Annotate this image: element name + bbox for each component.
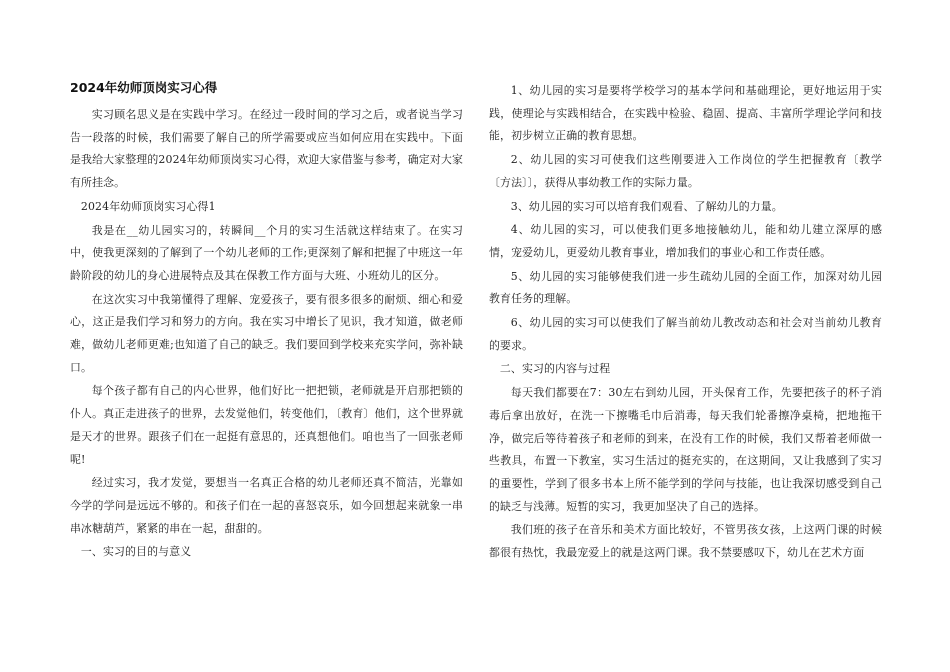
body-paragraph: 2、幼儿园的实习可使我们这些刚要进入工作岗位的学生把握教育〔教学〔方法〕〕，获得从事幼教工作的实际力量。 — [489, 153, 882, 189]
body-paragraph: 6、幼儿园的实习可以使我们了解当前幼儿教改动态和社会对当前幼儿教育的要求。 — [489, 316, 882, 352]
body-paragraph: 1、幼儿园的实习是要将学校学习的基本学问和基础理论，更好地运用于实践，使理论与实践相结合，在实践中检验、稳固、提高、丰富所学理论学问和技能，初步树立正确的教育思想。 — [489, 84, 882, 143]
body-paragraph: 我是在__幼儿园实习的，转瞬间__个月的实习生活就这样结束了。在实习中，使我更深刻的了解到了一个幼儿老师的工作;更深刻了解和把握了中班这一年龄阶段的幼儿的身心进展特点及其在保教工作方面与大班、小班幼儿的区分。 — [70, 223, 463, 282]
document-title: 2024年幼师顶岗实习心得 — [70, 80, 218, 95]
body-paragraph: 我们班的孩子在音乐和美术方面比较好，不管男孩女孩，上这两门课的时候都很有热忱，我最宠爱上的就是这两门课。我不禁要感叹下，幼儿在艺术方面 — [489, 523, 882, 560]
left-column — [70, 80, 463, 565]
body-paragraph: 3、幼儿园的实习可以培育我们观看、了解幼儿的力量。 — [510, 199, 783, 213]
body-paragraph: 每个孩子都有自己的内心世界，他们好比一把把锁，老师就是开启那把锁的仆人。真正走进孩子的世界，去发觉他们，转变他们，〔教育〕他们，这个世界就是天才的世界。跟孩子们在一起挺有意思的，还真想他们。咱也当了一回张老师呢! — [70, 384, 463, 466]
body-paragraph: 每天我们都要在7：30左右到幼儿园，开头保育工作，先要把孩子的杯子消毒后拿出放好，在洗一下擦嘴毛巾后消毒，每天我们轮番擦净桌椅，把地拖干净，做完后等待着孩子和老师的到来，在没有工作的时候，我们又帮着老师做一些教具，布置一下教室，实习生活过的挺充实的，在这期间，又让我感到了实习的重要性，学到了很多书本上所不能学到的学问与技能，也让我深切感受到自己的缺乏与浅薄。短暂的实习，我更加坚决了自己的选择。 — [489, 386, 882, 513]
section-heading: 一、实习的目的与意义 — [80, 545, 192, 559]
section-heading: 二、实习的内容与过程 — [499, 362, 611, 376]
left-body — [70, 104, 463, 564]
body-paragraph: 经过实习，我才发觉，要想当一名真正合格的幼儿老师还真不简洁，光靠如今学的学问是远远不够的。和孩子们在一起的喜怒哀乐，如今回想起来就象一串串冰糖葫芦，紧紧的串在一起，甜甜的。 — [70, 476, 463, 535]
section-heading: 2024年幼师顶岗实习心得1 — [80, 199, 216, 213]
body-paragraph: 实习顾名思义是在实践中学习。在经过一段时间的学习之后，或者说当学习告一段落的时候，我们需要了解自己的所学需要或应当如何应用在实践中。下面是我给大家整理的2024年幼师顶岗实习心得，欢迎大家借鉴与参考，确定对大家有所挂念。 — [70, 108, 463, 190]
right-body — [489, 80, 882, 565]
right-column — [489, 80, 882, 566]
body-paragraph: 5、幼儿园的实习能够使我们进一步生疏幼儿园的全面工作，加深对幼儿园教育任务的理解。 — [489, 269, 882, 306]
body-paragraph: 4、幼儿园的实习，可以使我们更多地接触幼儿，能和幼儿建立深厚的感情，宠爱幼儿，更爱幼儿教育事业，增加我们的事业心和工作责任感。 — [489, 223, 882, 259]
body-paragraph: 在这次实习中我第懂得了理解、宠爱孩子，要有很多很多的耐烦、细心和爱心，这正是我们学习和努力的方向。我在实习中增长了见识，我才知道，做老师难，做幼儿老师更难;也知道了自己的缺乏。我们要回到学校来充实学问，弥补缺口。 — [70, 292, 463, 374]
